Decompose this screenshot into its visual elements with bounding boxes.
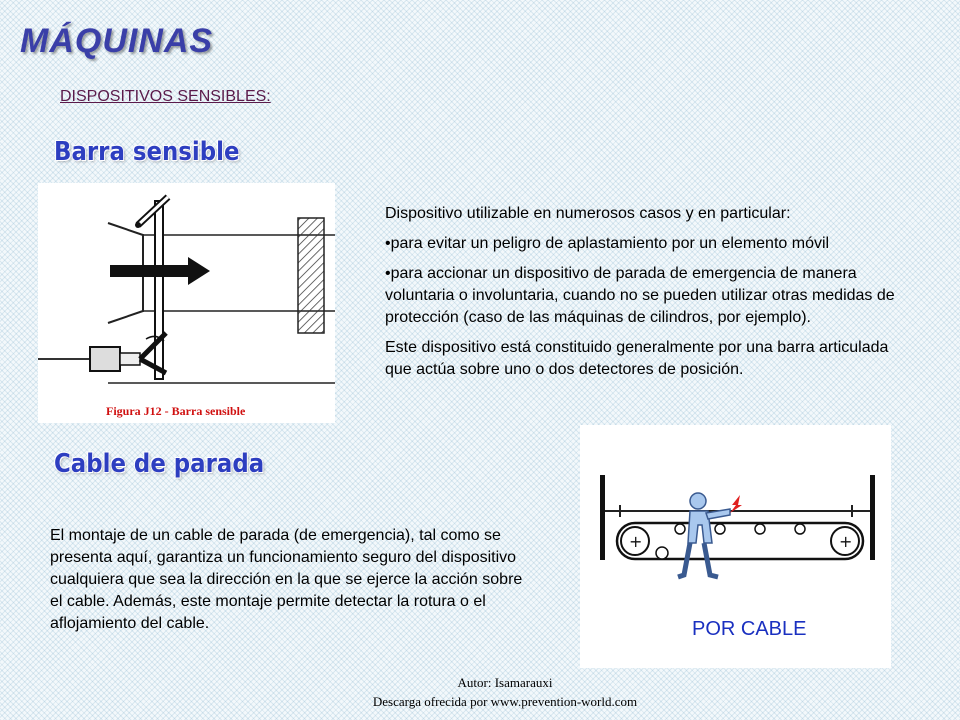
barra-sensible-description bbox=[385, 203, 915, 389]
intro-text: Dispositivo utilizable en numerosos casos y en particular: bbox=[385, 205, 791, 222]
cable-parada-text: El montaje de un cable de parada (de emergencia), tal como se presenta aquí, garantiza un funcionamiento seguro del dispositivo cualquiera que sea la dirección en la que se ejerce la acción sobre el cable. Además, este montaje permite detectar la rotura o el aflojamiento del cable. bbox=[50, 527, 523, 632]
heading-barra-sensible: Barra sensible bbox=[54, 137, 240, 167]
closing-text: Este dispositivo está constituido generalmente por una barra articulada que actúa sobre uno o dos detectores de posición. bbox=[385, 339, 889, 378]
figure-caption: Figura J12 - Barra sensible bbox=[106, 404, 246, 418]
svg-text:+: + bbox=[629, 532, 643, 551]
footer bbox=[0, 673, 960, 711]
figure-cable-parada bbox=[580, 425, 891, 668]
cable-parada-description bbox=[50, 525, 525, 635]
cable-parada-illustration bbox=[580, 425, 891, 668]
bullet-parada-emergencia: •para accionar un dispositivo de parada de emergencia de manera voluntaria o involuntaria, cuando no se pueden utilizar otras medidas de protección (caso de las máquinas de cilindros, por ejemplo). bbox=[385, 265, 895, 326]
figure-label-por-cable: POR CABLE bbox=[692, 618, 807, 640]
figure-barra-sensible bbox=[38, 183, 335, 423]
bullet-aplastamiento: •para evitar un peligro de aplastamiento por un elemento móvil bbox=[385, 235, 830, 252]
barra-sensible-illustration bbox=[38, 183, 335, 423]
footer-author: Autor: Isamarauxi bbox=[457, 675, 553, 690]
section-subtitle: DISPOSITIVOS SENSIBLES: bbox=[60, 88, 271, 105]
footer-download-link[interactable]: Descarga ofrecida por www.prevention-world.com bbox=[372, 694, 638, 709]
svg-text:+: + bbox=[839, 532, 853, 551]
page-title: MÁQUINAS bbox=[20, 22, 214, 60]
heading-cable-parada: Cable de parada bbox=[54, 449, 265, 479]
